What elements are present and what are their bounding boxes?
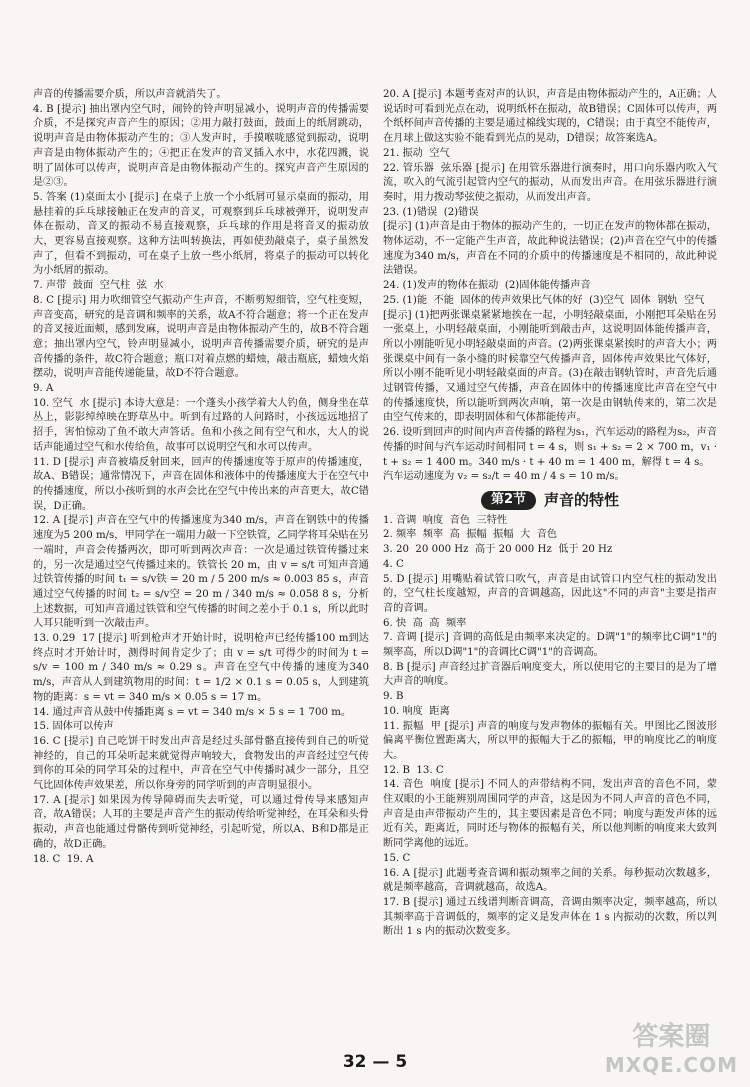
answer-item: 7. 音调 [提示] 音调的高低是由频率来决定的。D调"1"的频率比C调"1"的频率高，所以D调"1"的音调比C调"1"的音调高。 xyxy=(383,632,717,659)
answer-item: 15. 固体可以传声 xyxy=(33,721,114,733)
answer-item: 23. (1)错误 (2)错误 xyxy=(383,206,479,218)
answer-item: 5. D [提示] 用嘴贴着试管口吹气，声音是由试管口内空气柱的振动发出的，空气柱长度越短，声音的音调越高，因此这"不同的声音"主要是指声音的音调。 xyxy=(383,573,717,614)
answer-item: 7. 声带 鼓面 空气柱 弦 水 xyxy=(33,280,164,292)
answer-item: 4. B [提示] 抽出罩内空气时，闹铃的铃声明显减小，说明声音的传播需要介质，不是探究声音产生的原因；②用力敲打鼓面，鼓面上的纸屑跳动，说明声音是由物体振动产生的；③人发声时，手摸喉咙感觉到振动，说明声音是由物体振动产生的；④把正在发声的音叉插入水中，水花四溅，说明了固体可以传声，说明声音是由物体振动产生的。探究声音产生原因的是②③。 xyxy=(33,103,369,189)
answer-item: 9. A xyxy=(33,383,54,395)
answer-item: 15. C xyxy=(383,852,411,864)
answer-item: 8. C [提示] 用力吹细管空气振动产生声音，不断剪短细管，空气柱变短，声音变高，研究的是音调和频率的关系，故A不符合题意；将一个正在发声的音叉接近面颊，感到发麻，说明声音是由物体振动产生的，故B不符合题意；抽出罩内空气，铃声明显减小，说明声音传播需要介质，研究的是声音传播的条件，故C符合题意；瓶口对着点燃的蜡烛，敲击瓶底，蜡烛火焰摆动，说明声音能传递能量，故D不符合题意。 xyxy=(33,294,369,380)
answer-item: 21. 振动 空气 xyxy=(383,147,450,159)
answer-item: 5. 答案 (1)桌面太小 [提示] 在桌子上放一个小纸屑可显示桌面的振动，用悬挂着的乒乓球接触正在发声的音叉，可观察到乒乓球被弹开，说明发声体在振动，音叉的振动不易直接观察，乒乓球的作用是将音叉的振动放大，更容易直接观察。这种方法叫转换法，再如使劲敲桌子，桌子虽然发声了，但看不到振动，可在桌子上放一些小纸屑，将桌子的振动可以转化为小纸屑的振动。 xyxy=(33,191,369,277)
answer-item: 20. A [提示] 本题考查对声的认识，声音是由物体振动产生的，A正确；人说话时可看到光点在动，说明纸杯在振动，故B错误；C固体可以传声，两个纸杯间声音传播的主要是通过棉线实现的，C错误；由于真空不能传声，在月球上做这实验不能看到光点的晃动，D错误；故答案选A。 xyxy=(383,89,717,145)
answer-item: 24. (1)发声的物体在振动 (2)固体能传播声音 xyxy=(383,280,591,292)
answer-item: 6. 快 高 高 频率 xyxy=(383,617,467,629)
answer-item: 16. A [提示] 此题考查音调和振动频率之间的关系。每秒振动次数越多，就是频率越高，音调就越高，故选A。 xyxy=(383,867,717,894)
answer-item: 11. D [提示] 声音被墙反射回来，回声的传播速度等于原声的传播速度，故A、B错误；通常情况下，声音在固体和液体中的传播速度大于在空气中的传播速度，所以小孩听到的水声会比在空气中传出来的声音更大，故C错误，D正确。 xyxy=(33,456,369,512)
answer-item: 12. B 13. C xyxy=(383,764,444,776)
answer-item: 3. 20 20 000 Hz 高于 20 000 Hz 低于 20 Hz xyxy=(383,544,613,556)
answer-item: 14. 音色 响度 [提示] 不同人的声带结构不同，发出声音的音色不同，蒙住双眼的小王能辨别周围同学的声音，这是因为不同人声音的音色不同，声音是由声带振动产生的，其主要因素是音色不同；响度与距发声体的远近有关，距离近，同时还与物体的振幅有关，所以他判断的响度来大致判断同学离他的远近。 xyxy=(383,779,717,850)
answer-item: 16. C [提示] 自己吃饼干时发出声音是经过头部骨骼直接传到自己的听觉神经的，自己的耳朵听起来就觉得声响较大，食物发出的声音经过空气传到你的耳朵的同学耳朵的过程中，声音在空气中传播时减少一部分，且空气比固体传声效果差，所以你身旁的同学听到的声音明显很小。 xyxy=(33,735,369,792)
left-column xyxy=(33,88,373,867)
answer-item: 13. 0.29 17 [提示] 听到枪声才开始计时，说明枪声已经传播100 m到达终点时才开始计时，测得时间肯定少了；由 v = s/t 可得少的时间为 t = s/v = 100 m / 340 m/s ≈ 0.29 s。声音在空气中传播的速度为340 m/s，声音从人到建筑物用的时间：t = 1/2 × 0.1 s = 0.05 s，人到建筑物的距离：s = vt = 340 m/s × 0.05 s = 17 m。 xyxy=(33,633,373,703)
answer-item: [提示] (1)声音是由于物体的振动产生的，一切正在发声的物体都在振动，物体运动，不一定能产生声音，故此种说法错误；(2)声音在空气中的传播速度为340 m/s，声音在不同的介质中的传播速度是不相同的，故此种说法错误。 xyxy=(383,221,717,277)
right-column-bottom xyxy=(383,514,717,940)
answer-item: 4. C xyxy=(383,558,404,570)
watermark-logo xyxy=(605,1016,738,1077)
answer-item: 22. 管乐器 弦乐器 [提示] 在用管乐器进行演奏时，用口向乐器内吹入气流，吹入的气流引起管内空气的振动，从而发出声音。在用弦乐器进行演奏时，用力拨动琴弦使之振动，从而发出声音。 xyxy=(383,162,717,203)
page-number: 32 — 5 xyxy=(342,1052,408,1072)
answer-item: [提示] (1)把两张课桌紧紧地挨在一起，小明轻敲桌面，小刚把耳朵贴在另一张桌上，小明轻敲桌面，小刚能听到敲击声，这说明固体能传播声音，所以小刚能听见小明轻敲桌面的声音。(2)两张课桌紧挨时的声音大小；两张课桌中间有一条小缝的时候靠空气传播声音，固体传声效果比气体好，所以小刚不能听见小明轻敲桌面的声音。(3)在敲击钢轨管时，声音先后通过钢管传播，又通过空气传播，声音在固体中的传播速度比声音在空气中的传播速度快，所以能听到两次声响，第一次是由钢轨传来的，第二次是由空气传来的，即表明固体和气体都能传声。 xyxy=(383,309,717,424)
answer-item: 8. B [提示] 声音经过扩音器后响度变大，所以使用它的主要目的是为了增大声音的响度。 xyxy=(383,661,717,688)
answer-item: 声音的传播需要介质，所以声音就消失了。 xyxy=(33,89,227,100)
answer-item: 14. 通过声音从鼓中传播距离 s = vt = 340 m/s × 5 s = 1 700 m。 xyxy=(33,706,352,718)
answer-item: 12. A [提示] 声音在空气中的传播速度为340 m/s，声音在钢铁中的传播速度为5 200 m/s，甲同学在一端用力敲一下空铁管，乙同学将耳朵贴在另一端时，声音会传播两次，即可听到两次声音：一次是通过铁管传播过来的，另一次是通过空气传播过来的。铁管长 20 m，由 v = s/t 可知声音通过铁管传播的时间 t₁ = s/v铁 = 20 m / 5 200 m/s ≈ 0.003 85 s，声音通过空气传播的时间 t₂ = s/v空 = 20 m / 340 m/s ≈ 0.058 8 s，分析上述数据，可知声音通过铁管和空气传播的时间之差小于 0.1 s，所以此时人耳只能听到一次敲击声。 xyxy=(33,515,369,630)
answer-item: 26. 设听到回声的时间内声音传播的路程为s₁，汽车运动的路程为s₂，声音传播的时间与汽车运动时间相同 t = 4 s，则 s₁ + s₂ = 2 × 700 m，v₁ · t + s₂ = 1 400 m。340 m/s · t + 40 m = 1 400 m，解得 t = 4 s。 xyxy=(383,427,721,468)
answer-item: 17. A [提示] 如果因为传导障碍而失去听觉，可以通过骨传导来感知声音，故A错误；人耳的主要是声音产生的振动传给听觉神经，在耳朵和头骨振动，声音也能通过骨骼传到听觉神经，引起听觉，所以A、B和D都是正确的，故D正确。 xyxy=(33,794,369,850)
answer-item: 1. 音调 响度 音色 三特性 xyxy=(383,514,508,526)
watermark-en: MXQE.COM xyxy=(604,1053,738,1077)
section-number-badge: 第2节 xyxy=(481,491,536,510)
section-banner xyxy=(383,491,717,510)
answer-item: 18. C 19. A xyxy=(33,853,94,865)
watermark-cn: 答案圈 xyxy=(632,1022,711,1052)
answer-item: 汽车运动速度为 v₂ = s₂/t = 40 m / 4 s = 10 m/s。 xyxy=(383,471,625,483)
right-column-top xyxy=(383,88,721,485)
answer-item: 25. (1)能 不能 固体的传声效果比气体的好 (3)空气 固体 钢轨 空气 xyxy=(383,294,705,306)
answer-item: 10. 响度 距离 xyxy=(383,705,450,717)
answer-item: 9. B xyxy=(383,691,404,703)
answer-item: 10. 空气 水 [提示] 本诗大意是：一个蓬头小孩学着大人钓鱼，侧身坐在草丛上，影影绰绰映在野草丛中。听到有过路的人问路时，小孩远远地招了招手，害怕惊动了鱼不敢大声答话。鱼和小孩之间有空气和水，大人的说话声能通过空气和水传给鱼，故事可以说明空气和水可以传声。 xyxy=(33,397,369,453)
section-title: 声音的特性 xyxy=(544,490,620,509)
answer-item: 2. 频率 频率 高 振幅 振幅 大 音色 xyxy=(383,529,558,541)
right-column xyxy=(383,88,721,940)
answer-item: 11. 振幅 甲 [提示] 声音的响度与发声物体的振幅有关。甲图比乙图波形偏离平衡位置距离大，所以甲的振幅大于乙的振幅，甲的响度比乙的响度大。 xyxy=(383,720,717,761)
answer-item: 17. B [提示] 通过五线谱判断音调高，音调由频率决定，频率越高，所以其频率高于音调低的，频率的定义是发声体在 1 s 内振动的次数，所以判断出 1 s 内的振动次数变多。 xyxy=(383,896,717,938)
